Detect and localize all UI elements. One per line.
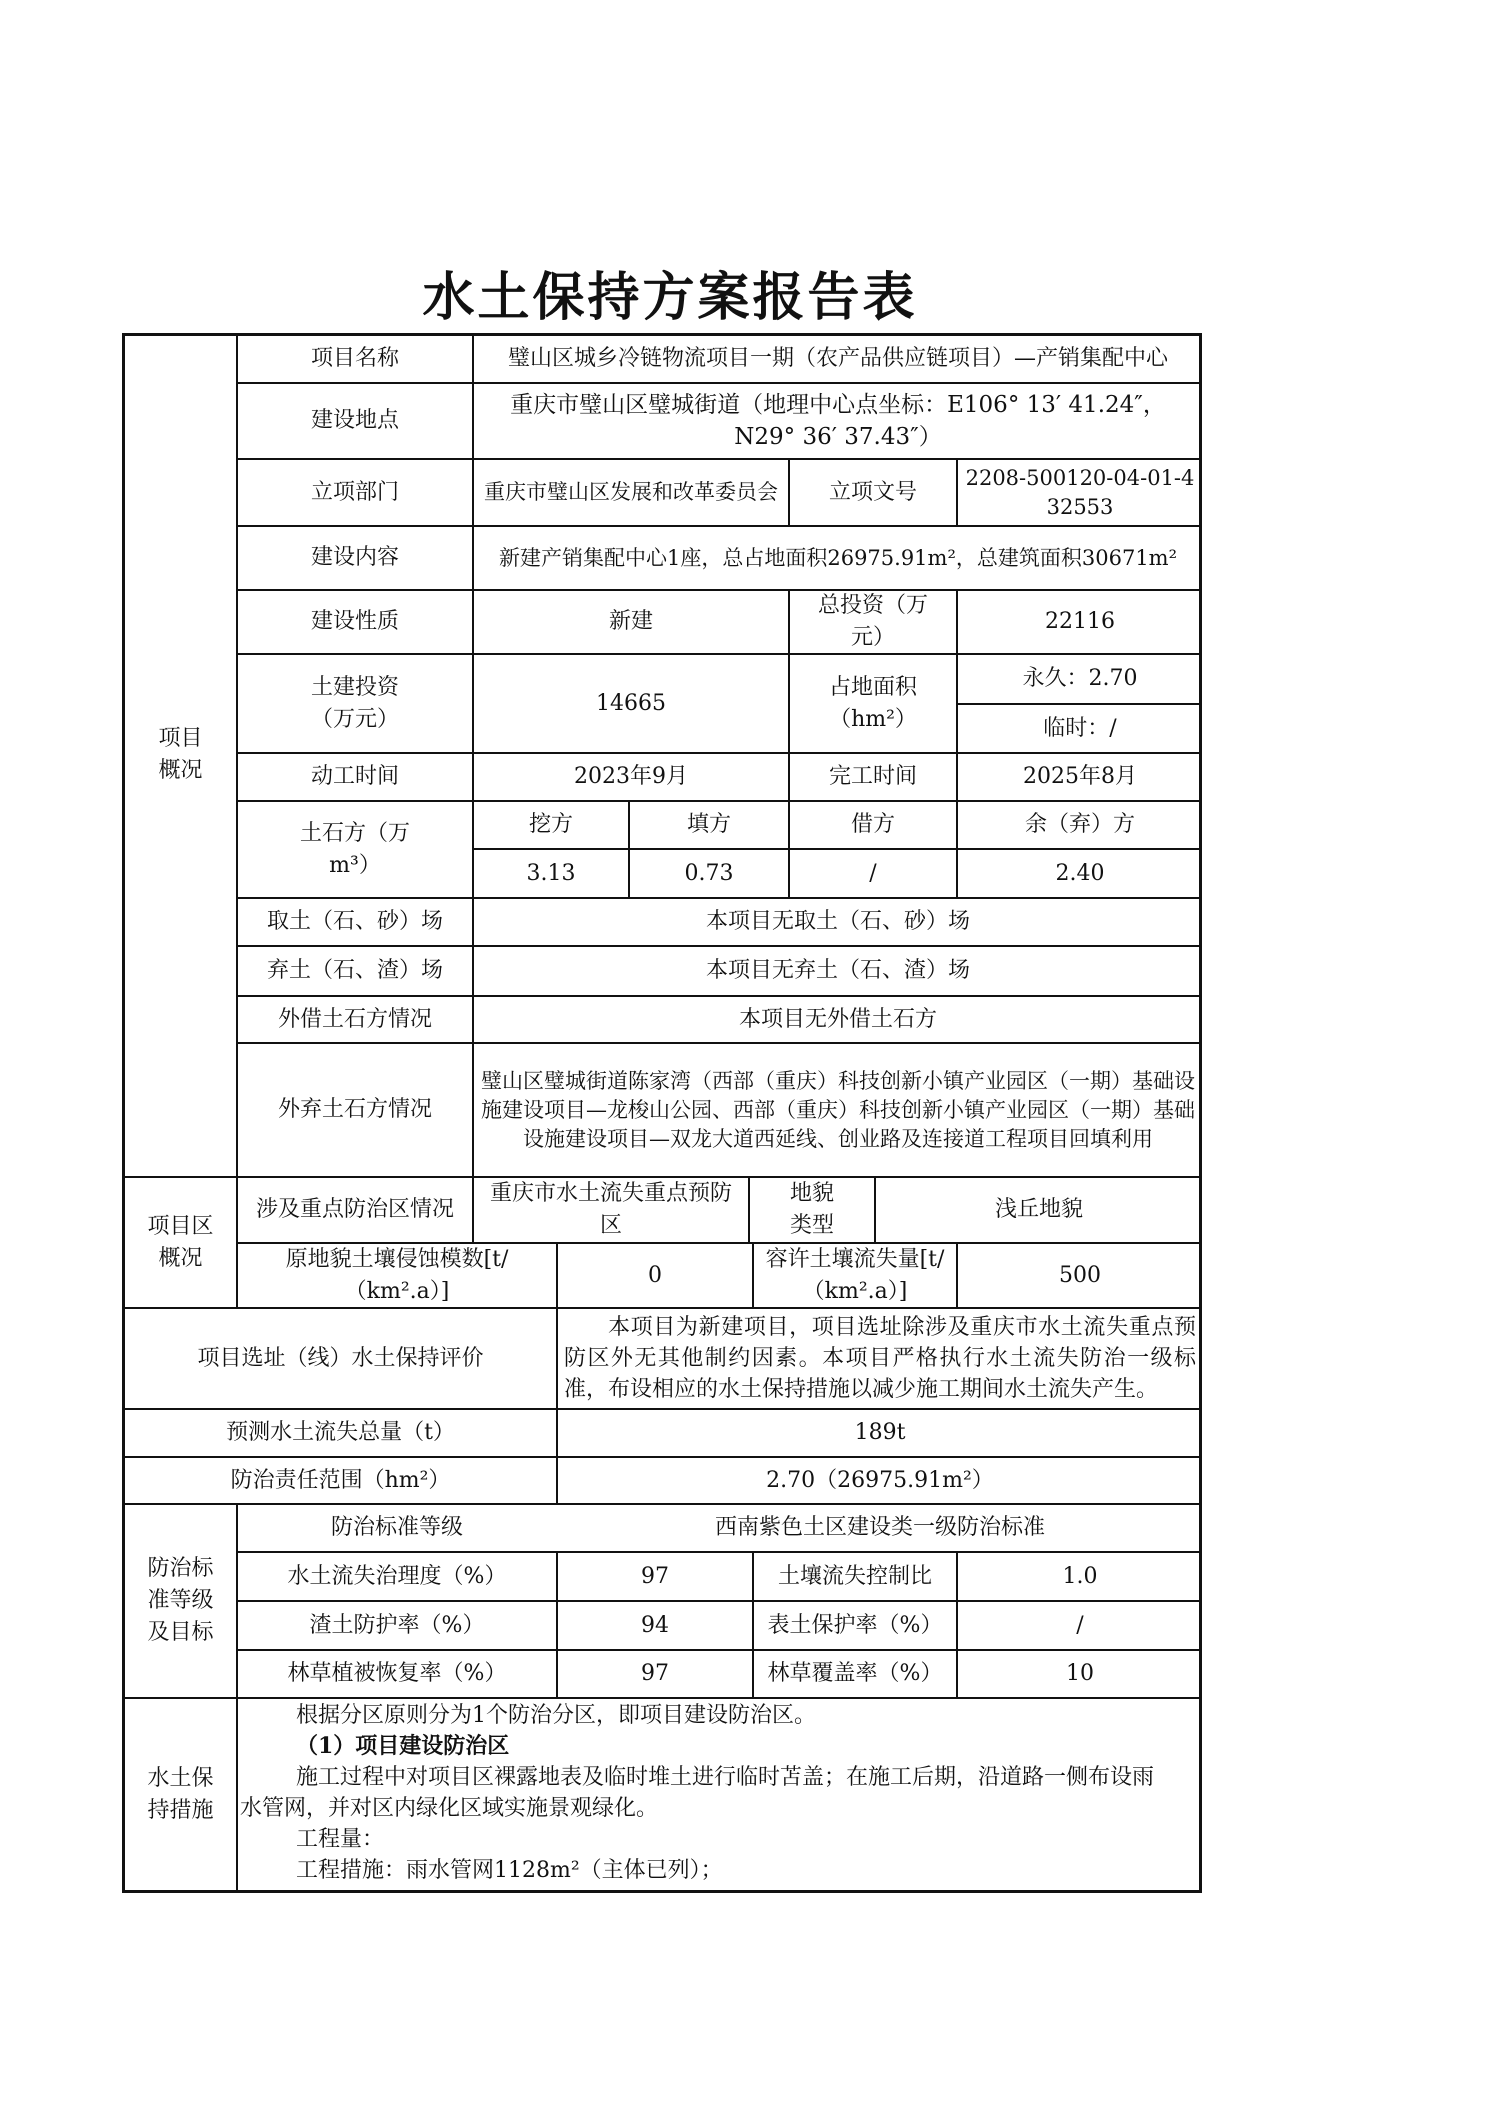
section-label-overview: 项目概况 xyxy=(158,726,203,783)
spoil-site-label: 弃土（石、渣）场 xyxy=(266,958,443,983)
docno-value: 2208-500120-04-01-432553 xyxy=(965,465,1195,519)
total-invest-value: 22116 xyxy=(1045,609,1115,634)
total-invest-label: 总投资（万元） xyxy=(817,593,928,650)
location-label: 建设地点 xyxy=(310,408,399,433)
start-value: 2023年9月 xyxy=(574,764,688,789)
dept-value: 重庆市璧山区发展和改革委员会 xyxy=(484,480,778,504)
target-label: 表土保护率（%） xyxy=(767,1612,943,1638)
earth-header-borrow: 借方 xyxy=(850,812,895,837)
landform-label: 地貌类型 xyxy=(789,1181,834,1238)
standard-grade-value: 西南紫色土区建设类一级防治标准 xyxy=(714,1515,1045,1540)
spoil-site-value: 本项目无弃土（石、渣）场 xyxy=(705,958,970,983)
target-value: 97 xyxy=(641,1661,669,1686)
site-eval-label: 项目选址（线）水土保持评价 xyxy=(197,1345,484,1371)
target-value: 94 xyxy=(641,1612,669,1638)
measures-line: 水管网，并对区内绿化区域实施景观绿化。 xyxy=(240,1796,659,1821)
earth-value-borrow: / xyxy=(869,860,877,886)
ext-spoil-value: 璧山区璧城街道陈家湾（西部（重庆）科技创新小镇产业园区（一期）基础设施建设项目—龙梭山公园、西部（重庆）科技创新小镇产业园区（一期）基础设施建设项目—双龙大道西延线、创业路及连接道工程项目回填利用 xyxy=(481,1068,1195,1151)
earth-value-surplus: 2.40 xyxy=(1055,860,1105,886)
standard-grade-label: 防治标准等级 xyxy=(330,1515,463,1540)
earth-value-cut: 3.13 xyxy=(526,860,576,886)
predicted-loss-label: 预测水土流失总量（t） xyxy=(226,1420,455,1445)
target-value: 10 xyxy=(1066,1661,1094,1686)
start-label: 动工时间 xyxy=(310,764,399,789)
content-value: 新建产销集配中心1座，总占地面积26975.91m²，总建筑面积30671m² xyxy=(498,545,1178,570)
responsibility-scope-label: 防治责任范围（hm²） xyxy=(230,1467,451,1493)
ext-spoil-label: 外弃土石方情况 xyxy=(277,1097,432,1122)
measures-text xyxy=(240,1700,1198,1886)
earth-header-fill: 填方 xyxy=(686,812,731,837)
earth-label: 土石方（万m³） xyxy=(300,820,411,878)
location-value: 重庆市璧山区璧城街道（地理中心点坐标：E106° 13′ 41.24″，N29° 36′ 37.43″） xyxy=(510,392,1166,450)
civil-invest-label: 土建投资（万元） xyxy=(310,674,399,732)
measures-subheading: （1）项目建设防治区 xyxy=(296,1733,510,1759)
allowable-loss-value: 500 xyxy=(1059,1262,1101,1288)
measures-line: 工程量： xyxy=(296,1827,385,1852)
borrow-site-label: 取土（石、砂）场 xyxy=(266,909,443,934)
ext-borrow-label: 外借土石方情况 xyxy=(277,1006,432,1032)
measures-line: 根据分区原则分为1个防治分区，即项目建设防治区。 xyxy=(296,1703,816,1728)
earth-header-cut: 挖方 xyxy=(528,812,573,837)
earth-value-fill: 0.73 xyxy=(684,860,734,886)
landform-value: 浅丘地貌 xyxy=(994,1197,1083,1222)
land-temporary-value: 临时：/ xyxy=(1043,715,1117,741)
erosion-modulus-value: 0 xyxy=(648,1262,662,1288)
section-label-area-overview: 项目区概况 xyxy=(147,1213,214,1271)
dept-label: 立项部门 xyxy=(310,479,399,505)
target-label: 土壤流失控制比 xyxy=(777,1563,932,1589)
target-label: 林草覆盖率（%） xyxy=(767,1661,943,1686)
finish-value: 2025年8月 xyxy=(1023,764,1137,789)
site-eval-value: 本项目为新建项目，项目选址除涉及重庆市水土流失重点预防区外无其他制约因素。本项目严格执行水土流失防治一级标准，布设相应的水土保持措施以减少施工期间水土流失产生。 xyxy=(564,1315,1196,1402)
content-label: 建设内容 xyxy=(310,545,399,570)
ext-borrow-value: 本项目无外借土石方 xyxy=(738,1006,937,1032)
target-value: / xyxy=(1076,1612,1084,1638)
page-title: 水土保持方案报告表 xyxy=(422,267,918,328)
measures-line: 工程措施：雨水管网1128m²（主体已列）； xyxy=(296,1858,723,1883)
nature-label: 建设性质 xyxy=(310,609,399,634)
predicted-loss-value: 189t xyxy=(854,1420,906,1445)
allowable-loss-label: 容许土壤流失量[t/（km².a）] xyxy=(765,1246,945,1304)
section-label-measures: 水土保持措施 xyxy=(147,1766,214,1823)
key-zone-label: 涉及重点防治区情况 xyxy=(255,1197,454,1222)
key-zone-value: 重庆市水土流失重点预防区 xyxy=(489,1181,732,1238)
project-name-label: 项目名称 xyxy=(310,345,399,371)
finish-label: 完工时间 xyxy=(828,764,917,789)
land-area-label: 占地面积（hm²） xyxy=(828,674,917,732)
target-label: 林草植被恢复率（%） xyxy=(287,1661,507,1686)
target-label: 渣土防护率（%） xyxy=(309,1612,485,1638)
target-value: 1.0 xyxy=(1062,1563,1098,1589)
project-name-value: 璧山区城乡冷链物流项目一期（农产品供应链项目）—产销集配中心 xyxy=(507,345,1168,371)
land-permanent-value: 永久：2.70 xyxy=(1022,666,1138,691)
nature-value: 新建 xyxy=(608,609,653,634)
responsibility-scope-value: 2.70（26975.91m²） xyxy=(766,1467,994,1493)
earth-header-surplus: 余（弃）方 xyxy=(1024,812,1135,837)
erosion-modulus-label: 原地貌土壤侵蚀模数[t/（km².a）] xyxy=(285,1246,509,1304)
measures-line: 施工过程中对项目区裸露地表及临时堆土进行临时苫盖；在施工后期，沿道路一侧布设雨 xyxy=(296,1765,1155,1790)
borrow-site-value: 本项目无取土（石、砂）场 xyxy=(705,909,970,934)
section-label-standard-targets: 防治标准等级及目标 xyxy=(147,1556,214,1645)
docno-label: 立项文号 xyxy=(828,479,917,505)
civil-invest-value: 14665 xyxy=(596,690,666,716)
target-label: 水土流失治理度（%） xyxy=(287,1563,507,1589)
target-value: 97 xyxy=(641,1563,669,1589)
